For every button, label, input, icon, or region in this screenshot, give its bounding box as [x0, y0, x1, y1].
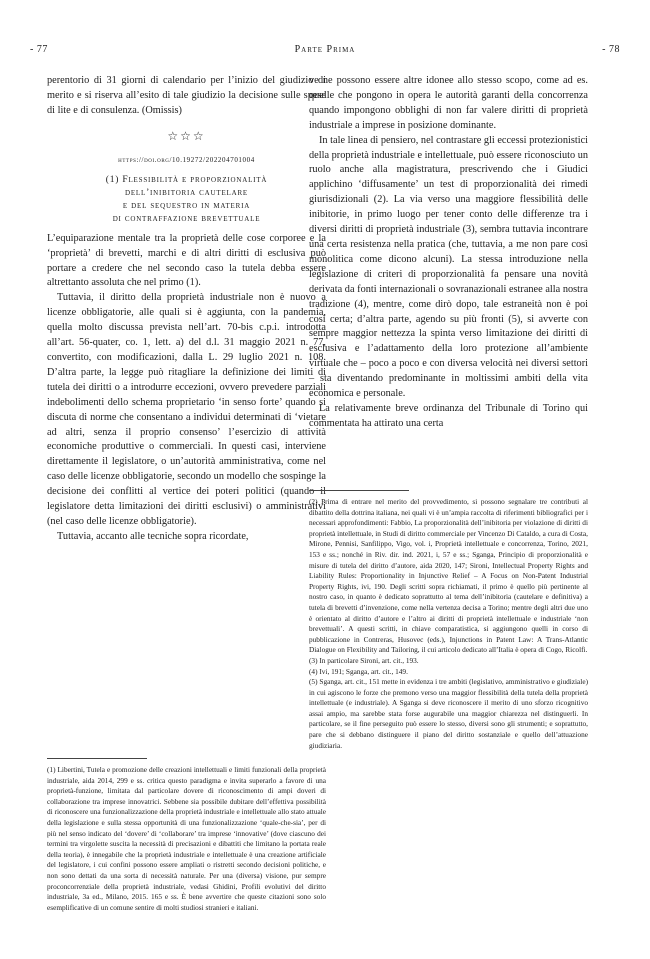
right-paragraph-2: In tale linea di pensiero, nel contrastare gli eccessi protezionistici della proprietà industriale e intellettuale, può essere riconosciuto un ruolo anche alla magistratura, prescrivendo che i Giudici applichino ‘diffusamente’ un test di proporzionalità dei rimedi giurisdizionali (2). La via verso una maggiore flessibilità delle inibitorie, in primo luogo per tener conto delle differenze tra i diversi diritti di proprietà industriale (3), sembra tuttavia incontrare una certa resistenza nella pratica (che, tuttavia, a me non pare così monolitica come dicono alcuni). La stessa introduzione nella legislazione di criteri di proporzionalità fa pensare una novità derivata da fonti internazionali o sovranazionali estranee alla nostra tradizione (4), mentre, come dirò dopo, tale estraneità non è poi così certa; d’altra parte, agendo su più fronti (5), si avverte con sempre maggior nettezza la spinta verso limitazione dei diritti di esclusiva e l’adattamento della loro protezione all’ambiente virtuale che – poco a poco e con diversa velocità nei diversi settori – sta diventando predominante in moltissimi ambiti della vita economica e personale.	[309, 134, 588, 400]
left-footnotes	[47, 758, 326, 913]
section-title	[47, 174, 326, 226]
section-separator-stars: ☆☆☆	[167, 128, 206, 143]
footnote-rule	[309, 490, 409, 491]
left-page-number: - 77	[30, 44, 48, 55]
section-title-line-1: (1) Flessibilità e proporzionalità	[105, 174, 268, 185]
right-paragraph-1: ve ne possono essere altre idonee allo stesso scopo, come ad es. quelle che pongono in opera le autorità garanti della concorrenza quando impongono obblighi di non far valere diritti di proprietà industriale a imprese in posizione dominante.	[309, 75, 588, 131]
footnote-rule	[47, 758, 147, 759]
footnote-4: (4) Ivi, 191; Sganga, art. cit., 149.	[309, 666, 408, 676]
left-paragraph-3: Tuttavia, il diritto della proprietà industriale non è nuovo a licenze obbligatorie, alle quali si è aggiunta, con la pandemia, quella molto discussa prevista nell’art. 70-bis c.p.i. introdotta all’art. 56-quater, co. 1, lett. a) del d.l. 31 maggio 2021 n. 77, convertito, con modificazioni, dalla L. 29 luglio 2021 n. 108. D’altra parte, la legge può ritagliare la definizione dei limiti di tutela dei diritti o a introdurre eccezioni, ovvero prevedere parziali indebolimenti dello schema proprietario ‘in senso forte’ quando si discuta di norme che consentano a individui determinati di ‘vietare ad altri, senza il proprio consenso’ l’esercizio di attività economiche produttive o commerciali. In questi casi, interviene direttamente il legislatore, o un’autorità amministrativa, come nel caso delle licenze obbligatorie, secondo un modello che sospinge la decisione dei conflitti al vertice dei poteri politici (quando il legislatore detta limitazioni dei diritti esclusivi) o amministrativi (nel caso delle licenze obbligatorie).	[47, 292, 326, 527]
footnote-2: (2) Prima di entrare nel merito del provvedimento, si possono segnalare tre contributi al dibattito della dottrina italiana, nei quali vi è un’ampia raccolta di riferimenti bibliografici per i necessari approfondimenti: Fabbio, La proporzionalità dell’inibitoria per violazione di diritti di proprietà intellettuale, in Studi di diritto commerciale per Vincenzo Di Cataldo, a cura di Costa, Mirone, Pennisi, Sanfilippo, Vigo, vol. i, Proprietà intellettuale e concorrenza, Torino, 2021, 153 e ss.; nonché in Riv. dir. ind. 2021, i, 57 e ss.; Sganga, Principio di proporzionalità e misure di tutela del diritto d’autore, aida 2020, 147; Sironi, Intellectual Property Rights and Liability Rules: Proportionality in Injunctive Relief – A Focus on Non-Patent Industrial Property Rights, ivi, 190. Degli scritti sopra richiamati, il primo è quello più pertinente al nostro caso, in quanto è dedicato soprattutto al tema dell’inibitoria (cautelare e definitiva) a tutela di brevetti d’invenzione, come nella vertenza decisa a Torino; mentre degli altri due uno è orientato al diritto d’autore e l’altro ai diritti di proprietà intellettuale e industriale ‘non brevettuali’. A questi scritti, in chiave comparatistica, si aggiungono quelli in corso di pubblicazione in Contreras, Husovec (eds.), Injunctions in Patent Law: A Trans-Atlantic Dialogue on Flexibility and Tailoring, il cui articolo dedicato all’Italia è opera di Cogo, Ricolfi.	[309, 497, 588, 655]
left-paragraph-2: L’equiparazione mentale tra la proprietà delle cose corporee e la ‘proprietà’ di brevetti, marchi e di altri diritti di esclusiva può portare a credere che nel secondo caso la tutela debba essere altrettanto assoluta che nel primo (1).	[47, 232, 326, 289]
right-footnotes	[309, 490, 588, 751]
footnote-3: (3) In particolare Sironi, art. cit., 193.	[309, 655, 419, 665]
doi-link[interactable]: https://doi.org/10.19272/202204701004	[118, 155, 255, 164]
right-page-number: - 78	[602, 44, 620, 55]
left-column	[47, 74, 326, 545]
footnote-5: (5) Sganga, art. cit., 151 mette in evidenza i tre ambiti (legislativo, amministrativo e giudiziale) in cui agiscono le forze che premono verso una maggior flessibilità della tutela della proprietà intellettuale (e industriale). A Sganga si deve riconoscere il merito di uno sforzo ricognitivo assai ampio, ma sarebbe stata forse augurabile una maggior chiarezza nel distinguerli. In particolare, se il fine perseguito può essere lo stesso, diversi sono gli strumenti; e soprattutto, pare che si debbano distinguere il piano del diritto sostanziale e quello dell’attuazione giudiziaria.	[309, 677, 588, 750]
right-column	[309, 74, 588, 432]
left-paragraph-4: Tuttavia, accanto alle tecniche sopra ricordate,	[57, 530, 249, 542]
section-title-line-3: e del sequestro in materia	[122, 200, 251, 211]
footnote-1: (1) Libertini, Tutela e promozione delle creazioni intellettuali e limiti funzionali della proprietà industriale, aida 2014, 299 e ss. critica questo paradigma e invita superarlo a favore di una proprietà-funzione, limitata dal particolare dovere di riconoscimento di ampi doveri di collaborazione tra imprese innovatrici. Sebbene sia possibile dubitare dell’effettiva possibilità di riconoscere una funzionalizzazione della proprietà industriale e intellettuale allo stato attuale della legislazione e sulla stessa opportunità di una funzionalizzazione ‘quale-che-sia’, per di più nel senso indicato del ‘dovere’ di ‘collaborare’ tra imprese ‘innovative’ (dove ciascuno dei termini tra virgolette suscita la necessità di precisazioni e dibattiti che limitano la portata reale della teoria), è innegabile che la proprietà industriale e intellettuale è una creazione artificiale del legislatore, i cui confini possono essere ampliati o ristretti secondo decisioni politiche, e non sono dettati da una sorta di necessità naturale. Per una (diversa) visione, pur sempre proconcorrenziale della proprietà industriale, vedasi Ghidini, Profili evolutivi del diritto industriale, 3a ed., Milano, 2015. 165 e ss. È bene avvertire che queste citazioni sono solo esemplificative di un comune sentire di molti studiosi stranieri e italiani.	[47, 765, 326, 912]
running-title: Parte Prima	[294, 44, 356, 55]
running-header	[30, 44, 620, 58]
left-paragraph-1: perentorio di 31 giorni di calendario per l’inizio del giudizio di merito e si riserva all’esito di tale giudizio la decisione sulle spese di lite e di consulenza. (Omissis)	[47, 75, 326, 116]
right-paragraph-3: La relativamente breve ordinanza del Tribunale di Torino qui commentata ha attirato una certa	[309, 402, 588, 429]
section-title-line-4: di contraffazione brevettuale	[112, 213, 261, 224]
section-title-line-2: dell’inibitoria cautelare	[124, 187, 248, 198]
